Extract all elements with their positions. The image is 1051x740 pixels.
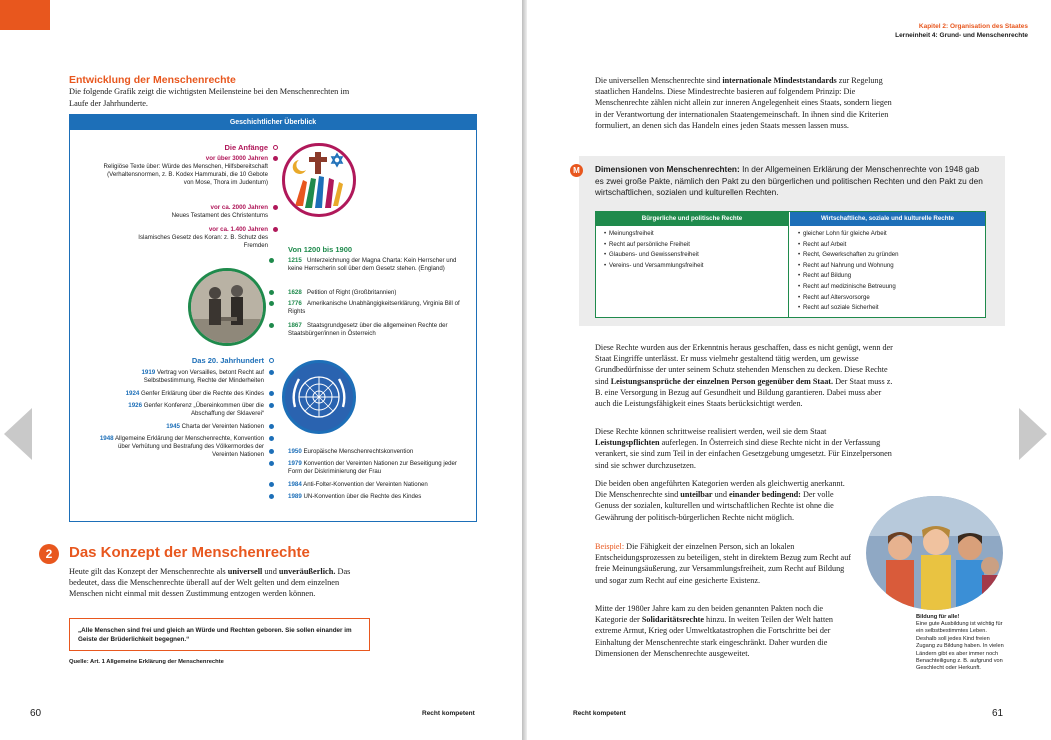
lesson-title: Lerneinheit 4: Grund- und Menschenrechte [895,32,1028,39]
timeline-text [98,369,264,385]
social-rights-header: Wirtschaftliche, soziale und kulturelle Rechte [790,212,985,226]
example-label: Beispiel: [595,542,625,551]
timeline-year: 1979 [288,460,302,467]
timeline-text [288,448,468,456]
list-item: • Recht, Gewerkschaften zu gründen [798,250,985,261]
timeline-text: Genfer Erklärung über die Rechte des Kindes [141,390,264,397]
timeline-dot [273,145,278,150]
timeline-dot [269,391,274,396]
text-bold: Solidaritätsrechte [641,615,704,625]
timeline-text: Amerikanische Unabhängigkeitserklärung, Virginia Bill of Rights [288,300,460,315]
list-item: • Recht auf persönliche Freiheit [604,240,788,251]
list-item: • Recht auf Arbeit [798,240,985,251]
rights-table [595,211,986,318]
text-run: Das bedeutet, dass die Menschenrechte überall auf der Welt gelten und dem einzelnen Menschen nicht einmal mit dessen Zustimmung entzogen werden können. [69,567,351,599]
list-item: • Recht auf Nahrung und Wohnung [798,261,985,272]
timeline-dot [269,290,274,295]
historic-signing-photo [188,268,266,346]
paragraph-leistungsansprueche [595,342,893,409]
timeline-year: 1215 [288,257,302,264]
text-run: Die beiden oben angeführten Kategorien werden als gleichwertig anerkannt. Die Menschenrechte sind [595,479,845,500]
text-run: Mitte der 1980er Jahre kam zu den beiden genannten Pakten noch die Kategorie der [595,604,824,625]
list-item: • Recht auf soziale Sicherheit [798,303,985,314]
dimensions-text [595,164,990,199]
m-badge-icon: M [570,164,583,177]
caption-title: Bildung für alle! [916,614,960,620]
timeline-year: 1984 [288,481,302,488]
paragraph-leistungspflichten [595,426,893,471]
timeline-year: 1926 [128,402,143,409]
text-run: Die universellen Menschenrechte sind [595,76,723,85]
un-emblem [282,360,356,434]
text-bold: Leistungspflichten [595,438,660,448]
text-bold: unteilbar [680,490,713,500]
timeline-text: Islamisches Gesetz des Koran: z. B. Schutz des Fremden [138,234,268,249]
timeline-dot [269,403,274,408]
timeline-header: Geschichtlicher Überblick [70,115,476,130]
text-run: Diese Rechte wurden aus der Erkenntnis heraus geschaffen, dass es nicht genügt, wenn der Staat Eingriffe unterlässt. Er muss vielmehr gestaltend tätig werden, um gewisse Grundbedürfnisse der unter seinem Schutz stehenden Menschen zu decken. Diese Rechte sind [595,343,893,386]
list-item: • Recht auf Bildung [798,271,985,282]
footer-brand-left: Recht kompetent [422,710,475,717]
chevron-left-icon[interactable] [4,408,32,460]
list-item: • Vereins- und Versammlungsfreiheit [604,261,788,272]
timeline-text: Allgemeine Erklärung der Menschenrechte, Konvention über Verhütung und Bestrafung des Völkermordes der Vereinten Nationen [114,435,264,458]
quote-box [69,618,370,651]
text-bold: einander bedingend: [728,490,801,500]
un-globe-icon [285,363,353,431]
timeline-dot [269,370,274,375]
social-rights-column [790,212,985,317]
text-run: In der Allgemeinen Erklärung der Menschenrechte von 1948 gab es zwei große Pakte, nämlich den Pakt zu den bürgerlichen und politischen Rechten und den Pakt zu den wirtschaftlichen, sozialen und kulturellen Rechten. [595,164,983,197]
timeline-text: Anti-Folter-Konvention der Vereinten Nationen [303,481,428,488]
timeline-heading-beginnings: Die Anfänge [224,143,268,152]
timeline-dot [269,323,274,328]
timeline-dot [273,205,278,210]
timeline-year: 1948 [99,435,114,442]
section-heading: Entwicklung der Menschenrechte [69,74,236,86]
timeline-text: Europäische Menschenrechtskonvention [303,448,414,455]
concept-text [69,566,369,600]
timeline-text [288,481,468,489]
timeline-text [288,493,468,501]
timeline-text: Genfer Konferenz „Übereinkommen über die Abschaffung der Sklaverei“ [143,402,264,417]
text-run: und [262,567,279,576]
religions-illustration [282,143,356,217]
paragraph-unteilbar [595,478,857,523]
timeline-dot [273,156,278,161]
timeline-text [98,390,264,398]
timeline-dot [273,227,278,232]
timeline-text [94,435,264,459]
timeline-dot [269,424,274,429]
timeline-year: 1950 [288,448,302,455]
intro-text: Die folgende Grafik zeigt die wichtigsten Meilensteine bei den Menschenrechten im Laufe der Jahrhunderte. [69,87,350,108]
paragraph-solidaritaetsrechte [595,603,857,659]
timeline-text: Unterzeichnung der Magna Charta: Kein Herrscher und keine Herrscherin soll über dem Gesetz stehen. (England) [288,257,457,272]
timeline-text: Neues Testament des Christentums [171,212,268,219]
timeline-year: 1989 [288,493,302,500]
quote-text: „Alle Menschen sind frei und gleich an Würde und Rechten geboren. Sie sollen einander im Geiste der Brüderlichkeit begegnen.“ [78,627,352,643]
text-run: Diese Rechte können schrittweise realisiert werden, weil sie dem Staat [595,427,827,436]
section-number-badge: 2 [39,544,59,564]
text-run: und [712,490,729,500]
text-run: Die Fähigkeit der einzelnen Person, sich an lokalen Entscheidungsprozessen zu beteiligen, steht in direktem Bezug zum Recht auf freie Meinungsäußerung, zur Versammlungsfreiheit, zum Recht auf Bildung und sogar zum Recht auf eine gesicherte Existenz. [595,542,852,585]
timeline-year: vor ca. 2000 Jahren [210,204,268,211]
timeline-box [69,114,477,522]
timeline-year: 1919 [141,369,156,376]
text-run: Der volle Genuss der sozialen, kulturellen und wirtschaftlichen Rechte ist ohne die Gewährung der politisch-bürgerlichen Rechte nicht möglich. [595,490,834,522]
page-number-left: 60 [30,708,42,719]
timeline-year: 1945 [166,423,180,430]
corner-tab [0,0,50,30]
text-run: Der Staat muss z. B. eine Versorgung in Bezug auf Gesundheit und Bildung garantieren. Dabei muss aber auch die Leistungsfähigkeit eines Staats berücksichtigt werden. [595,376,893,409]
timeline-text [98,423,264,431]
timeline-year: vor ca. 1.400 Jahren [208,226,268,233]
children-photo [866,496,1003,610]
civil-rights-column [596,212,789,317]
timeline-year: 1867 [288,322,302,329]
text-run: Heute gilt das Konzept der Menschenrechte als [69,567,228,576]
list-item: • Recht auf medizinische Betreuung [798,282,985,293]
chapter-title: Kapitel 2: Organisation des Staates [918,23,1028,30]
timeline-text: Petition of Right (Großbritannien) [307,289,397,296]
text-run: auferlegen. In Österreich sind diese Rechte nicht in der Verfassung verankert, sie sind zum Teil in der einfachen Gesetzgebung umgesetzt. Für Einzelpersonen sind sie schwer durchzusetzen. [595,438,892,470]
list-item: • Recht auf Altersvorsorge [798,293,985,304]
timeline-text [110,402,264,418]
timeline-dot [269,301,274,306]
text-bold: unveräußerlich. [278,567,336,576]
timeline-year: 1924 [125,390,140,397]
paragraph-mindeststandards [595,75,893,131]
list-item: • Meinungsfreiheit [604,229,788,240]
civil-rights-header: Bürgerliche und politische Rechte [596,212,788,226]
quote-source: Quelle: Art. 1 Allgemeine Erklärung der Menschenrechte [69,659,224,665]
footer-brand-right: Recht kompetent [573,710,626,717]
timeline-dot [269,449,274,454]
timeline-heading-1200-1900: Von 1200 bis 1900 [288,245,353,254]
historic-figures-icon [191,271,263,343]
text-run: hinzu. In weiten Teilen der Welt hatten extreme Armut, Krieg oder Umweltkatastrophen die Fortschritte bei der Einhaltung der Menschenrechte stark eingeschränkt. Daher wurden die Dimensionen der Menschenrechte ausgeweitet. [595,615,833,658]
page-number-right: 61 [992,708,1004,719]
left-page [0,0,522,740]
religions-icon [285,146,353,214]
timeline-dot [269,258,274,263]
timeline-dot [269,494,274,499]
text-bold: universell [227,567,263,576]
timeline-heading-20th-century: Das 20. Jahrhundert [191,356,264,365]
text-bold: Leistungsansprüche der einzelnen Person gegenüber dem Staat. [610,376,834,386]
timeline-text: Vertrag von Versailles, betont Recht auf Selbstbestimmung, Rechte der Minderheiten [143,369,264,384]
list-item: • gleicher Lohn für gleiche Arbeit [798,229,985,240]
timeline-text [288,460,468,476]
timeline-text: Charta der Vereinten Nationen [181,423,264,430]
timeline-year: 1776 [288,300,302,307]
timeline-text: Staatsgrundgesetz über die allgemeinen Rechte der Staatsbürger/innen in Österreich [288,322,448,337]
timeline-dot [269,358,274,363]
chevron-right-icon[interactable] [1019,408,1047,460]
timeline-dot [269,482,274,487]
text-run: zur Regelung staatlichen Handelns. Diese Mindestrechte basieren auf folgendem Prinzip: Die Menschenrechte zählen nicht allein zur inneren Angelegenheit eines Staats, sondern liegen in der Verantwortung der internationalen Staatengemeinschaft. In ihnen sind die Kriterien formuliert, an denen sich das Handeln eines jeden Staats messen lassen muss. [595,76,892,130]
caption-text: Eine gute Ausbildung ist wichtig für ein selbstbestimmtes Leben. Deshalb soll jedes Kind freien Zugang zu Bildung haben. In vielen Ländern gibt es aber immer noch Benachteiligung z. B. aufgrund von Geschlecht oder Herkunft. [916,621,1004,672]
text-bold: internationale Mindeststandards [722,76,837,85]
timeline-text: Religiöse Texte über: Würde des Menschen, Hilfsbereitschaft (Verhaltensnormen, z. B. Kodex Hammurabi, die 10 Gebote von Mose, Thora im Judentum) [103,163,268,186]
timeline-text: UN-Konvention über die Rechte des Kindes [303,493,422,500]
concept-title: Das Konzept der Menschenrechte [69,544,310,561]
text-bold: Dimensionen von Menschenrechten: [595,164,740,174]
timeline-year: vor über 3000 Jahren [205,155,268,162]
list-item: • Glaubens- und Gewissensfreiheit [604,250,788,261]
timeline-dot [269,436,274,441]
timeline-year: 1628 [288,289,302,296]
children-illustration [866,496,1003,610]
paragraph-example [595,541,857,586]
timeline-text: Konvention der Vereinten Nationen zur Beseitigung jeder Form der Diskriminierung der Frau [288,460,457,475]
timeline-dot [269,461,274,466]
right-page [527,0,1051,740]
